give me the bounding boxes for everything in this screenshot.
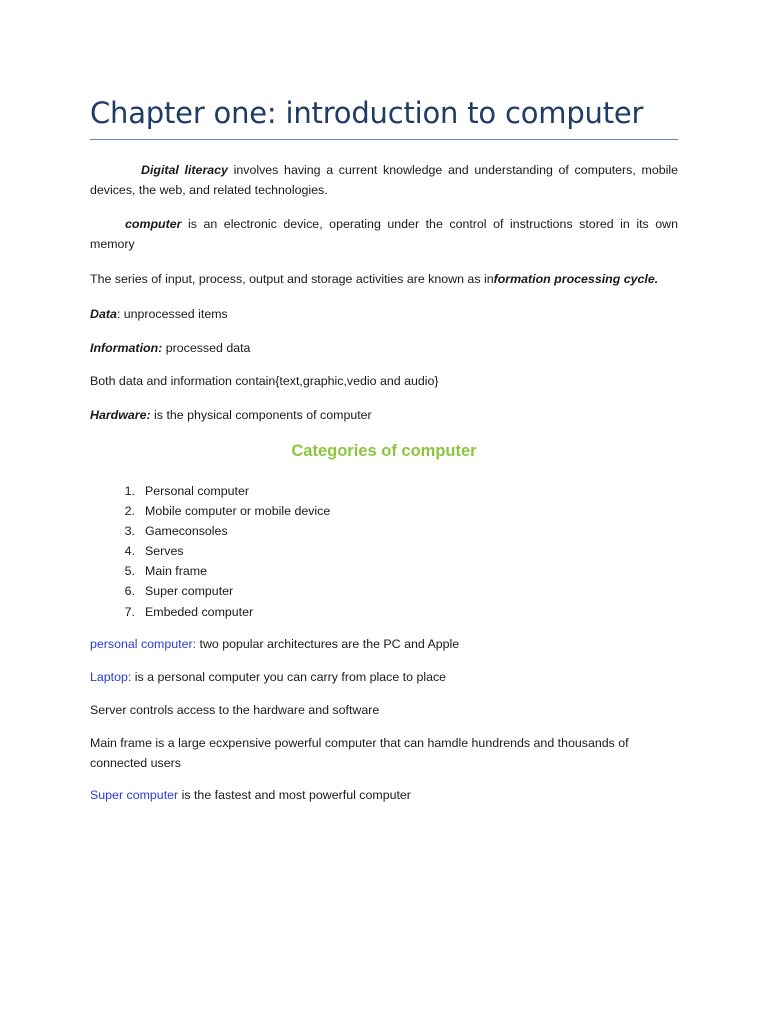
paragraph-laptop-text: is a personal computer you can carry from place to place — [131, 670, 447, 684]
list-label: Super computer — [145, 584, 234, 599]
list-item — [90, 581, 330, 601]
paragraph-information-text: processed data — [162, 341, 251, 355]
paragraph-data-text: : unprocessed items — [116, 307, 228, 321]
list-number: 6. — [124, 584, 135, 599]
paragraph-server: Server controls access to the hardware and software — [90, 703, 380, 717]
list-label: Mobile computer or mobile device — [145, 504, 331, 519]
paragraph-cycle-text: The series of input, process, output and storage activities are known as in — [90, 272, 494, 286]
term-information-processing-cycle: formation processing cycle. — [493, 272, 659, 286]
term-hardware: Hardware: — [90, 408, 151, 422]
paragraph-information — [90, 338, 678, 358]
paragraph-personal-computer — [90, 634, 678, 654]
list-item — [90, 521, 330, 541]
paragraph-personal-computer-text: two popular architectures are the PC and Apple — [196, 637, 460, 651]
list-label: Gameconsoles — [145, 524, 228, 539]
list-label: Main frame — [145, 564, 207, 579]
list-number: 3. — [124, 524, 135, 539]
term-data: Data — [90, 307, 117, 321]
paragraph-digital-literacy — [90, 160, 678, 200]
list-label: Embeded computer — [145, 604, 254, 619]
paragraph-laptop — [90, 667, 678, 687]
list-item — [90, 481, 330, 501]
categories-heading: Categories of computer — [291, 442, 477, 460]
term-personal-computer: personal computer: — [90, 637, 197, 651]
list-number: 4. — [124, 544, 135, 559]
categories-list — [90, 481, 330, 622]
list-item — [90, 541, 330, 561]
paragraph-cycle — [90, 269, 678, 289]
list-label: Serves — [145, 544, 184, 559]
list-number: 7. — [124, 604, 135, 619]
term-information: Information: — [90, 341, 163, 355]
paragraph-hardware-text: is the physical components of computer — [150, 408, 372, 422]
paragraph-hardware — [90, 405, 678, 425]
term-super-computer: Super computer — [90, 788, 179, 802]
paragraph-super-computer — [90, 785, 678, 805]
list-item — [90, 501, 330, 521]
list-item — [90, 561, 330, 581]
paragraph-mainframe: Main frame is a large ecxpensive powerful computer that can hamdle hundrends and thousands of connected users — [90, 736, 629, 770]
term-digital-literacy: Digital literacy — [141, 163, 228, 177]
title-underline — [90, 139, 678, 140]
list-number: 1. — [124, 484, 135, 498]
page-title: Chapter one: introduction to computer — [90, 96, 644, 130]
paragraph-computer-text: is an electronic device, operating under the control of instructions stored in its own memory — [90, 217, 678, 251]
list-label: Personal computer — [145, 484, 249, 498]
list-item — [90, 602, 330, 622]
paragraph-computer — [90, 214, 678, 254]
paragraph-data — [90, 304, 678, 324]
paragraph-super-computer-text: is the fastest and most powerful computer — [178, 788, 411, 802]
term-computer: computer — [125, 217, 182, 231]
list-number: 5. — [124, 564, 135, 579]
list-number: 2. — [124, 504, 135, 519]
paragraph-both: Both data and information contain{text,graphic,vedio and audio} — [90, 374, 439, 388]
paragraph-digital-literacy-text: involves having a current knowledge and understanding of computers, mobile devices, the web, and related technologies. — [90, 163, 678, 197]
term-laptop: Laptop: — [90, 670, 132, 684]
